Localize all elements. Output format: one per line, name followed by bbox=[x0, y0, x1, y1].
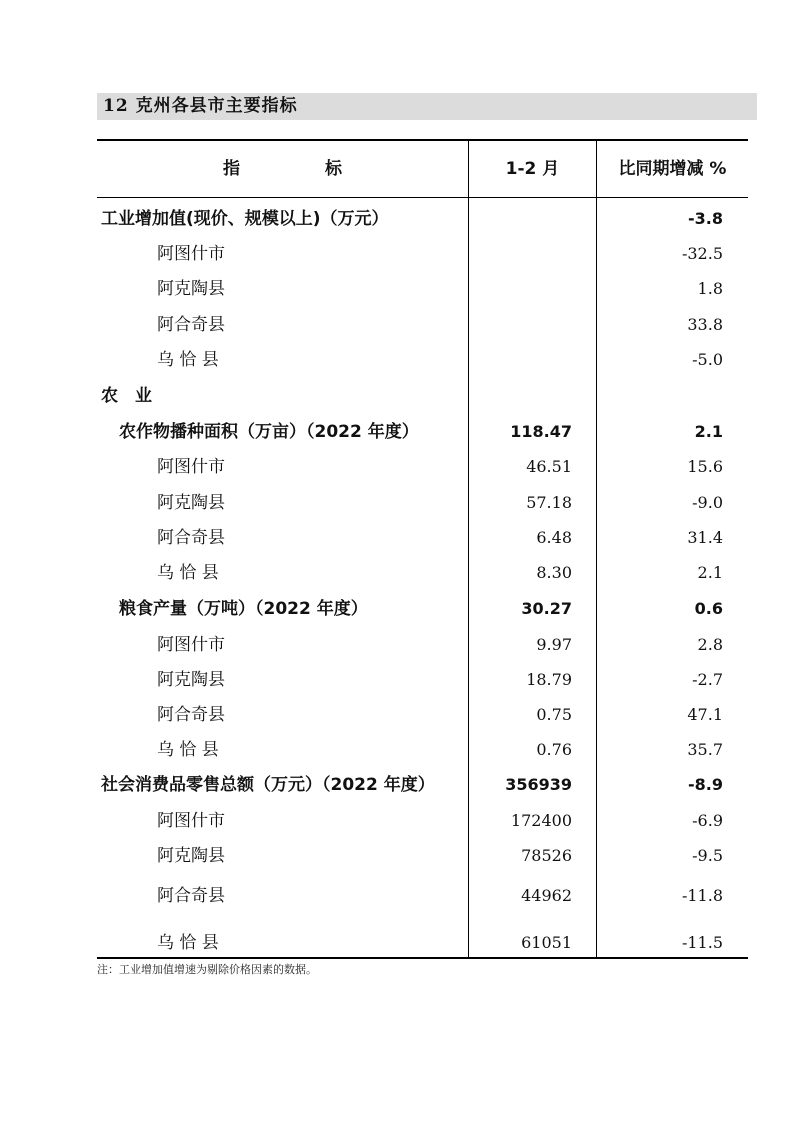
row-value: 6.48 bbox=[536, 528, 572, 547]
row-change: -9.5 bbox=[692, 846, 723, 865]
row-label: 乌 恰 县 bbox=[157, 933, 219, 953]
row-label: 阿图什市 bbox=[157, 635, 225, 655]
row-change: 35.7 bbox=[687, 740, 723, 759]
table-row bbox=[97, 238, 748, 270]
header-period: 1-2 月 bbox=[505, 159, 560, 179]
row-value bbox=[469, 273, 572, 305]
table-row bbox=[97, 699, 748, 731]
row-change: 2.8 bbox=[697, 635, 723, 654]
row-change: -2.7 bbox=[692, 670, 723, 689]
row-value: 78526 bbox=[521, 846, 572, 865]
row-value: 0.75 bbox=[536, 705, 572, 724]
header-divider bbox=[97, 197, 748, 198]
row-change: -32.5 bbox=[681, 244, 723, 263]
table-row bbox=[97, 557, 748, 589]
row-value bbox=[469, 238, 572, 270]
row-value: 0.76 bbox=[536, 740, 572, 759]
row-value bbox=[469, 380, 572, 412]
row-change: 1.8 bbox=[697, 279, 723, 298]
table-row bbox=[97, 344, 748, 376]
row-value: 46.51 bbox=[526, 457, 572, 476]
row-label: 阿克陶县 bbox=[157, 279, 225, 299]
row-label: 阿合奇县 bbox=[157, 528, 225, 548]
table-row bbox=[97, 734, 748, 766]
table-row bbox=[97, 840, 748, 872]
row-label: 乌 恰 县 bbox=[157, 740, 219, 760]
row-label: 社会消费品零售总额（万元）（2022 年度） bbox=[101, 775, 435, 795]
table-row bbox=[97, 203, 748, 235]
table-row bbox=[97, 522, 748, 554]
table-row bbox=[97, 805, 748, 837]
table-row bbox=[97, 380, 748, 412]
row-label: 阿克陶县 bbox=[157, 493, 225, 513]
row-value bbox=[469, 203, 572, 235]
table-row bbox=[97, 451, 748, 483]
table-row bbox=[97, 487, 748, 519]
header-indicator: 指 标 bbox=[223, 159, 342, 179]
row-change: 47.1 bbox=[687, 705, 723, 724]
row-label: 阿图什市 bbox=[157, 457, 225, 477]
row-change: -3.8 bbox=[688, 209, 723, 228]
row-label: 阿图什市 bbox=[157, 811, 225, 831]
row-label: 阿图什市 bbox=[157, 244, 225, 264]
row-change: -9.0 bbox=[692, 493, 723, 512]
footnote: 注：工业增加值增速为剔除价格因素的数据。 bbox=[97, 963, 317, 976]
row-change: 2.1 bbox=[697, 563, 723, 582]
row-value: 57.18 bbox=[526, 493, 572, 512]
row-label: 农作物播种面积（万亩）（2022 年度） bbox=[119, 422, 419, 442]
table-row bbox=[97, 880, 748, 912]
table-row bbox=[97, 769, 748, 801]
row-value: 172400 bbox=[510, 811, 572, 830]
row-label: 乌 恰 县 bbox=[157, 563, 219, 583]
row-value: 9.97 bbox=[536, 635, 572, 654]
row-change: -6.9 bbox=[692, 811, 723, 830]
row-value: 30.27 bbox=[521, 599, 572, 618]
row-change: 0.6 bbox=[694, 599, 723, 618]
table-row bbox=[97, 273, 748, 305]
header-change: 比同期增减 % bbox=[618, 159, 727, 179]
row-label: 工业增加值(现价、规模以上)（万元） bbox=[101, 209, 389, 229]
row-label: 粮食产量（万吨）（2022 年度） bbox=[119, 599, 368, 619]
table-title: 12 克州各县市主要指标 bbox=[97, 93, 757, 120]
row-change: 33.8 bbox=[687, 315, 723, 334]
row-value: 8.30 bbox=[536, 563, 572, 582]
row-change: 15.6 bbox=[687, 457, 723, 476]
table-row bbox=[97, 629, 748, 661]
row-label: 乌 恰 县 bbox=[157, 350, 219, 370]
row-value: 356939 bbox=[505, 775, 572, 794]
row-value: 61051 bbox=[521, 933, 572, 952]
row-value bbox=[469, 344, 572, 376]
table-row bbox=[97, 416, 748, 448]
table-row bbox=[97, 927, 748, 959]
row-change: -11.8 bbox=[681, 886, 723, 905]
row-change: -8.9 bbox=[688, 775, 723, 794]
table-row bbox=[97, 593, 748, 625]
row-change bbox=[597, 380, 723, 412]
row-label: 阿合奇县 bbox=[157, 315, 225, 335]
indicators-table bbox=[97, 139, 748, 959]
row-value: 118.47 bbox=[510, 422, 572, 441]
row-label: 阿克陶县 bbox=[157, 846, 225, 866]
row-change: -5.0 bbox=[692, 350, 723, 369]
row-label: 农 业 bbox=[101, 386, 152, 406]
row-label: 阿合奇县 bbox=[157, 705, 225, 725]
row-change: 2.1 bbox=[694, 422, 723, 441]
row-change: -11.5 bbox=[681, 933, 723, 952]
row-label: 阿克陶县 bbox=[157, 670, 225, 690]
table-row bbox=[97, 664, 748, 696]
row-label: 阿合奇县 bbox=[157, 886, 225, 906]
row-change: 31.4 bbox=[687, 528, 723, 547]
row-value: 44962 bbox=[521, 886, 572, 905]
row-value: 18.79 bbox=[526, 670, 572, 689]
table-row bbox=[97, 309, 748, 341]
row-value bbox=[469, 309, 572, 341]
